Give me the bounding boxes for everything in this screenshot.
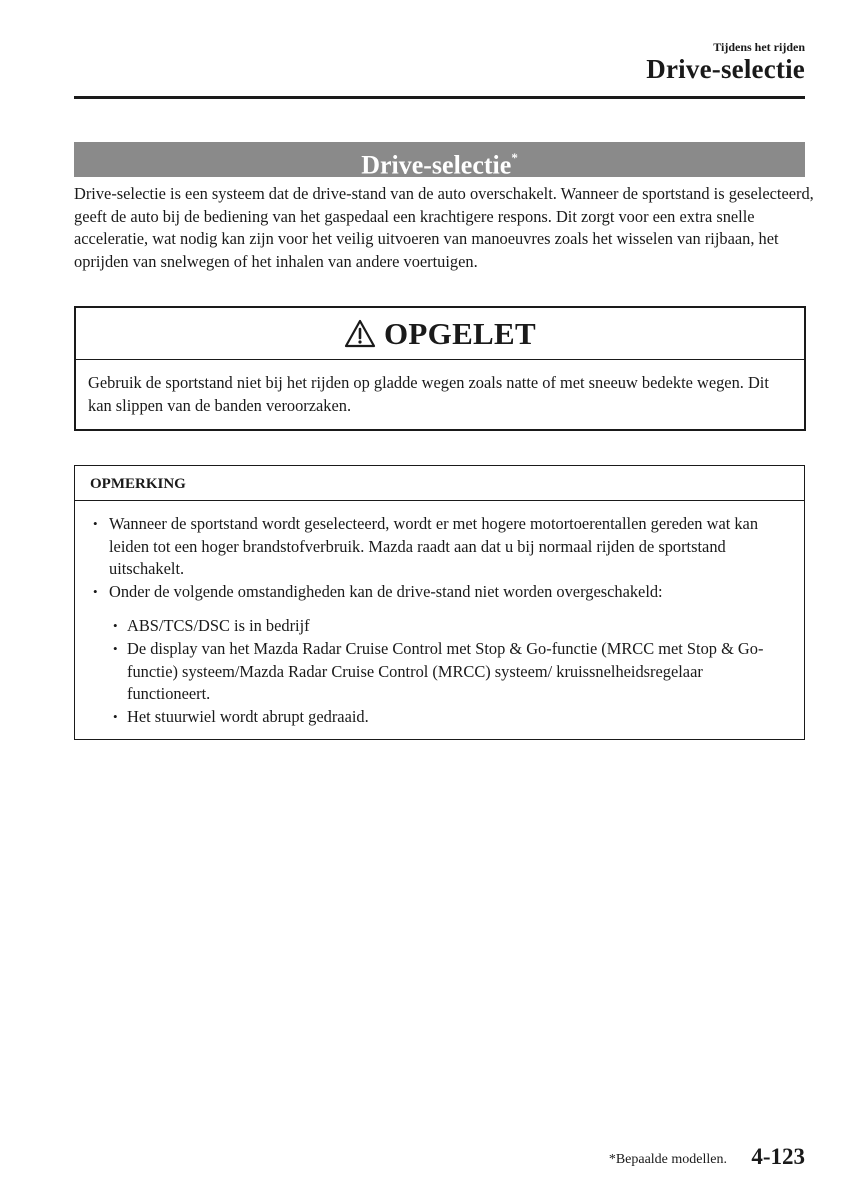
page-number: 4-123: [751, 1144, 805, 1169]
note-subitem: • De display van het Mazda Radar Cruise Control met Stop & Go-functie (MRCC met Stop & Go-functie) systeem/Mazda Radar Cruise Control (MRCC) systeem/ kruissnelheidsregelaar functioneert.: [109, 638, 784, 706]
note-item-text: Onder de volgende omstandigheden kan de drive-stand niet worden overgeschakeld:: [109, 581, 663, 601]
note-box: [74, 465, 805, 740]
running-header-section: Tijdens het rijden: [713, 40, 805, 54]
section-asterisk: *: [511, 150, 518, 165]
caution-box: [74, 306, 806, 431]
section-title: Drive-selectie: [361, 150, 512, 180]
intro-paragraph: Drive-selectie is een systeem dat de drive-stand van de auto overschakelt. Wanneer de sportstand is geselecteerd, geeft de auto bij de bediening van het gaspedaal een krachtigere respons. Dit zorgt voor een extra snelle acceleratie, wat nodig kan zijn voor het veilig uitvoeren van manoeuvres zoals het wisselen van rijbaan, het oprijden van snelwegen of het inhalen van andere voertuigen.: [74, 184, 814, 271]
caution-title: OPGELET: [384, 315, 536, 351]
caution-header: [76, 308, 804, 360]
note-subitem: • ABS/TCS/DSC is in bedrijf: [109, 615, 784, 638]
note-list: [75, 501, 804, 728]
running-header-title: Drive-selectie: [646, 54, 805, 84]
note-item: [89, 581, 784, 729]
header-rule: [74, 96, 805, 99]
caution-text: Gebruik de sportstand niet bij het rijden op gladde wegen zoals natte of met sneeuw bedekte wegen. Dit kan slippen van de banden veroorzaken.: [88, 373, 769, 415]
section-title-bar: [74, 142, 805, 180]
footnote: *Bepaalde modellen.: [608, 1152, 727, 1167]
note-title: OPMERKING: [75, 466, 804, 501]
note-sublist: [109, 615, 784, 728]
warning-triangle-icon: [344, 319, 376, 348]
note-subitem: • Het stuurwiel wordt abrupt gedraaid.: [109, 706, 784, 729]
note-item: • Wanneer de sportstand wordt geselecteerd, wordt er met hogere motortoerentallen gereden wat kan leiden tot een hoger brandstofverbruik. Mazda raadt aan dat u bij normaal rijden de sportstand uitschakelt.: [89, 513, 784, 581]
